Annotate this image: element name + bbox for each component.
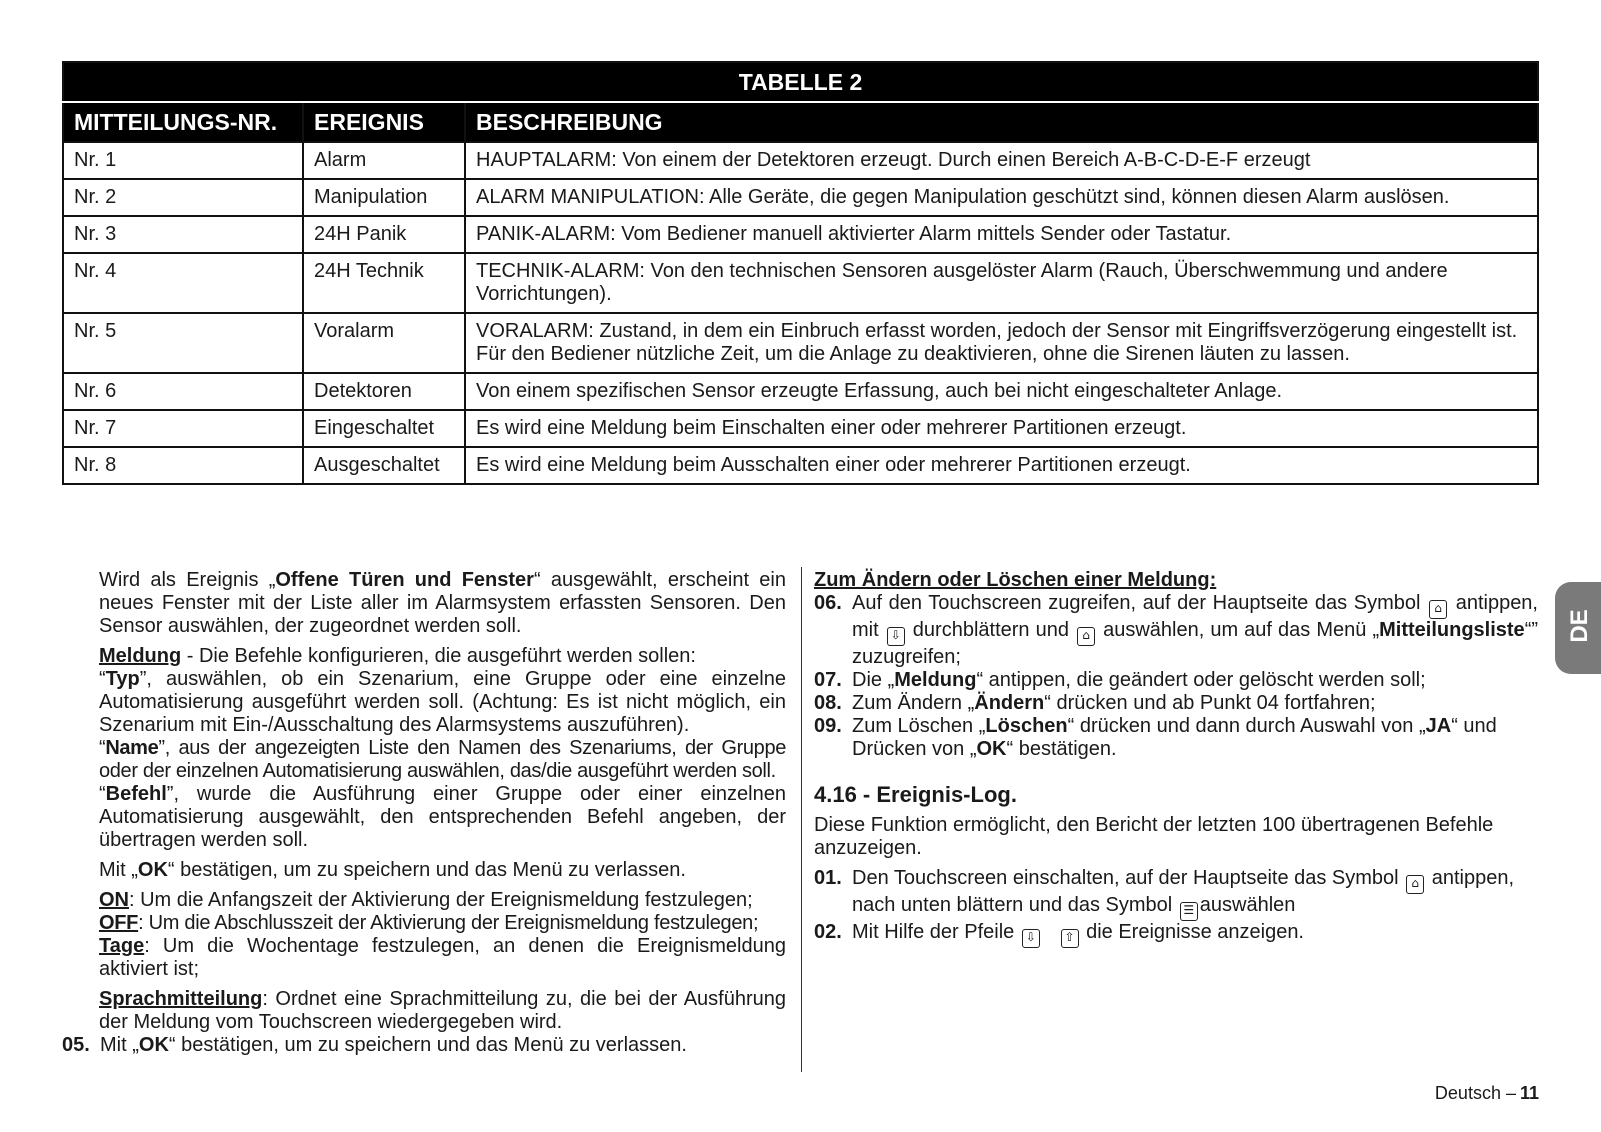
footer-language: Deutsch – — [1434, 1083, 1516, 1103]
table-row — [63, 410, 1538, 447]
language-tab: DE — [1555, 582, 1601, 674]
paragraph-tage: Tage: Um die Wochentage festzulegen, an denen die Ereignismeldung aktiviert ist; — [99, 935, 786, 980]
list-icon: ☰ — [1180, 902, 1198, 921]
home-settings-icon: ⌂ — [1077, 627, 1095, 646]
cell-desc: Es wird eine Meldung beim Ausschalten einer oder mehrerer Partitionen erzeugt. — [465, 447, 1538, 484]
cell-nr: Nr. 1 — [63, 142, 303, 179]
section-title: 4.16 - Ereignis-Log. — [814, 782, 1017, 807]
step-01: 01. Den Touchscreen einschalten, auf der Hauptseite das Symbol ⌂ antippen, nach unten blättern und das Symbol ☰ auswählen — [814, 867, 1538, 921]
table-row — [63, 313, 1538, 373]
left-column — [62, 569, 786, 1057]
cell-event: 24H Technik — [303, 253, 465, 313]
cell-desc: PANIK-ALARM: Vom Bediener manuell aktivierter Alarm mittels Sender oder Tastatur. — [465, 216, 1538, 253]
cell-desc: HAUPTALARM: Von einem der Detektoren erzeugt. Durch einen Bereich A-B-C-D-E-F erzeugt — [465, 142, 1538, 179]
page-number: 11 — [1519, 1083, 1539, 1103]
cell-nr: Nr. 3 — [63, 216, 303, 253]
arrow-down-icon: ⇩ — [1022, 929, 1040, 948]
header-description: BESCHREIBUNG — [465, 102, 1538, 142]
paragraph-on: ON: Um die Anfangszeit der Aktivierung der Ereignismeldung festzulegen; — [99, 889, 753, 911]
paragraph-ok: Mit „OK“ bestätigen, um zu speichern und das Menü zu verlassen. — [99, 859, 686, 881]
paragraph-meldung: Meldung - Die Befehle konfigurieren, die ausgeführt werden sollen: — [99, 645, 696, 667]
step-08: 08. Zum Ändern „Ändern“ drücken und ab Punkt 04 fortfahren; — [814, 692, 1376, 714]
cell-event: Voralarm — [303, 313, 465, 373]
table-row — [63, 142, 1538, 179]
home-icon: ⌂ — [1406, 875, 1424, 894]
cell-desc: Von einem spezifischen Sensor erzeugte Erfassung, auch bei nicht eingeschalteter Anlage. — [465, 373, 1538, 410]
cell-event: 24H Panik — [303, 216, 465, 253]
table-row — [63, 447, 1538, 484]
header-event: EREIGNIS — [303, 102, 465, 142]
cell-nr: Nr. 2 — [63, 179, 303, 216]
cell-nr: Nr. 6 — [63, 373, 303, 410]
cell-desc: ALARM MANIPULATION: Alle Geräte, die gegen Manipulation geschützt sind, können diesen Alarm auslösen. — [465, 179, 1538, 216]
subheading-edit: Zum Ändern oder Löschen einer Meldung: — [814, 569, 1217, 591]
right-column — [814, 569, 1538, 948]
cell-event: Alarm — [303, 142, 465, 179]
cell-desc: VORALARM: Zustand, in dem ein Einbruch erfasst worden, jedoch der Sensor mit Eingriffsverzögerung eingestellt ist. Für den Bediener nützliche Zeit, um die Anlage zu deaktivieren, ohne die Sirenen läuten zu lassen. — [465, 313, 1538, 373]
step-06: 06. Auf den Touchscreen zugreifen, auf der Hauptseite das Symbol ⌂ antippen, mit ⇩ durchblättern und ⌂ auswählen, um auf das Menü „Mitteilungsliste“” zuzugreifen; — [814, 592, 1539, 668]
paragraph-intro: Wird als Ereignis „Offene Türen und Fenster“ ausgewählt, erscheint ein neues Fenster mit der Liste aller im Alarmsystem erfassten Sensoren. Den Sensor auswählen, der zugeordnet werden soll. — [99, 569, 786, 637]
paragraph-typ: “Typ”, auswählen, ob ein Szenarium, eine Gruppe oder eine einzelne Automatisierung ausgeführt werden soll. (Achtung: Es ist nicht möglich, ein Szenarium mit Ein-/Ausschaltung des Alarmsystems auszuführen). — [99, 668, 786, 736]
step-07: 07. Die „Meldung“ antippen, die geändert oder gelöscht werden soll; — [814, 669, 1426, 691]
header-nr: MITTEILUNGS-NR. — [63, 102, 303, 142]
column-divider — [801, 567, 802, 1072]
cell-event: Ausgeschaltet — [303, 447, 465, 484]
table-row — [63, 253, 1538, 313]
cell-event: Manipulation — [303, 179, 465, 216]
cell-event: Eingeschaltet — [303, 410, 465, 447]
cell-event: Detektoren — [303, 373, 465, 410]
arrow-up-icon: ⇧ — [1061, 929, 1079, 948]
table-row — [63, 373, 1538, 410]
paragraph-off: OFF: Um die Abschlusszeit der Aktivierung der Ereignismeldung festzulegen; — [99, 912, 759, 934]
table-row — [63, 216, 1538, 253]
paragraph-sprach: Sprachmitteilung: Ordnet eine Sprachmitteilung zu, die bei der Ausführung der Meldung vom Touchscreen wiedergegeben wird. — [99, 988, 786, 1033]
cell-nr: Nr. 7 — [63, 410, 303, 447]
cell-nr: Nr. 4 — [63, 253, 303, 313]
cell-desc: Es wird eine Meldung beim Einschalten einer oder mehrerer Partitionen erzeugt. — [465, 410, 1538, 447]
paragraph-log-intro: Diese Funktion ermöglicht, den Bericht der letzten 100 übertragenen Befehle anzuzeigen. — [814, 814, 1494, 859]
table-2 — [62, 61, 1539, 485]
table-title: TABELLE 2 — [63, 62, 1538, 102]
arrow-down-icon: ⇩ — [887, 627, 905, 646]
paragraph-befehl: “Befehl”, wurde die Ausführung einer Gruppe oder einer einzelnen Automatisierung ausgewählt, den entsprechenden Befehl angeben, der übertragen werden soll. — [99, 783, 786, 851]
cell-nr: Nr. 5 — [63, 313, 303, 373]
table-row — [63, 179, 1538, 216]
cell-desc: TECHNIK-ALARM: Von den technischen Sensoren ausgelöster Alarm (Rauch, Überschwemmung und andere Vorrichtungen). — [465, 253, 1538, 313]
page-footer — [1435, 1083, 1539, 1104]
paragraph-name: “Name”, aus der angezeigten Liste den Namen des Szenariums, der Gruppe oder der einzelnen Automatisierung auswählen, das/die ausgeführt werden soll. — [99, 737, 786, 782]
home-icon: ⌂ — [1429, 600, 1447, 619]
step-05: 05. Mit „OK“ bestätigen, um zu speichern und das Menü zu verlassen. — [62, 1034, 687, 1056]
cell-nr: Nr. 8 — [63, 447, 303, 484]
step-09: 09. Zum Löschen „Löschen“ drücken und dann durch Auswahl von „JA“ und Drücken von „OK“ bestätigen. — [814, 715, 1497, 760]
step-02: 02. Mit Hilfe der Pfeile ⇩ ⇧ die Ereignisse anzeigen. — [814, 921, 1538, 948]
